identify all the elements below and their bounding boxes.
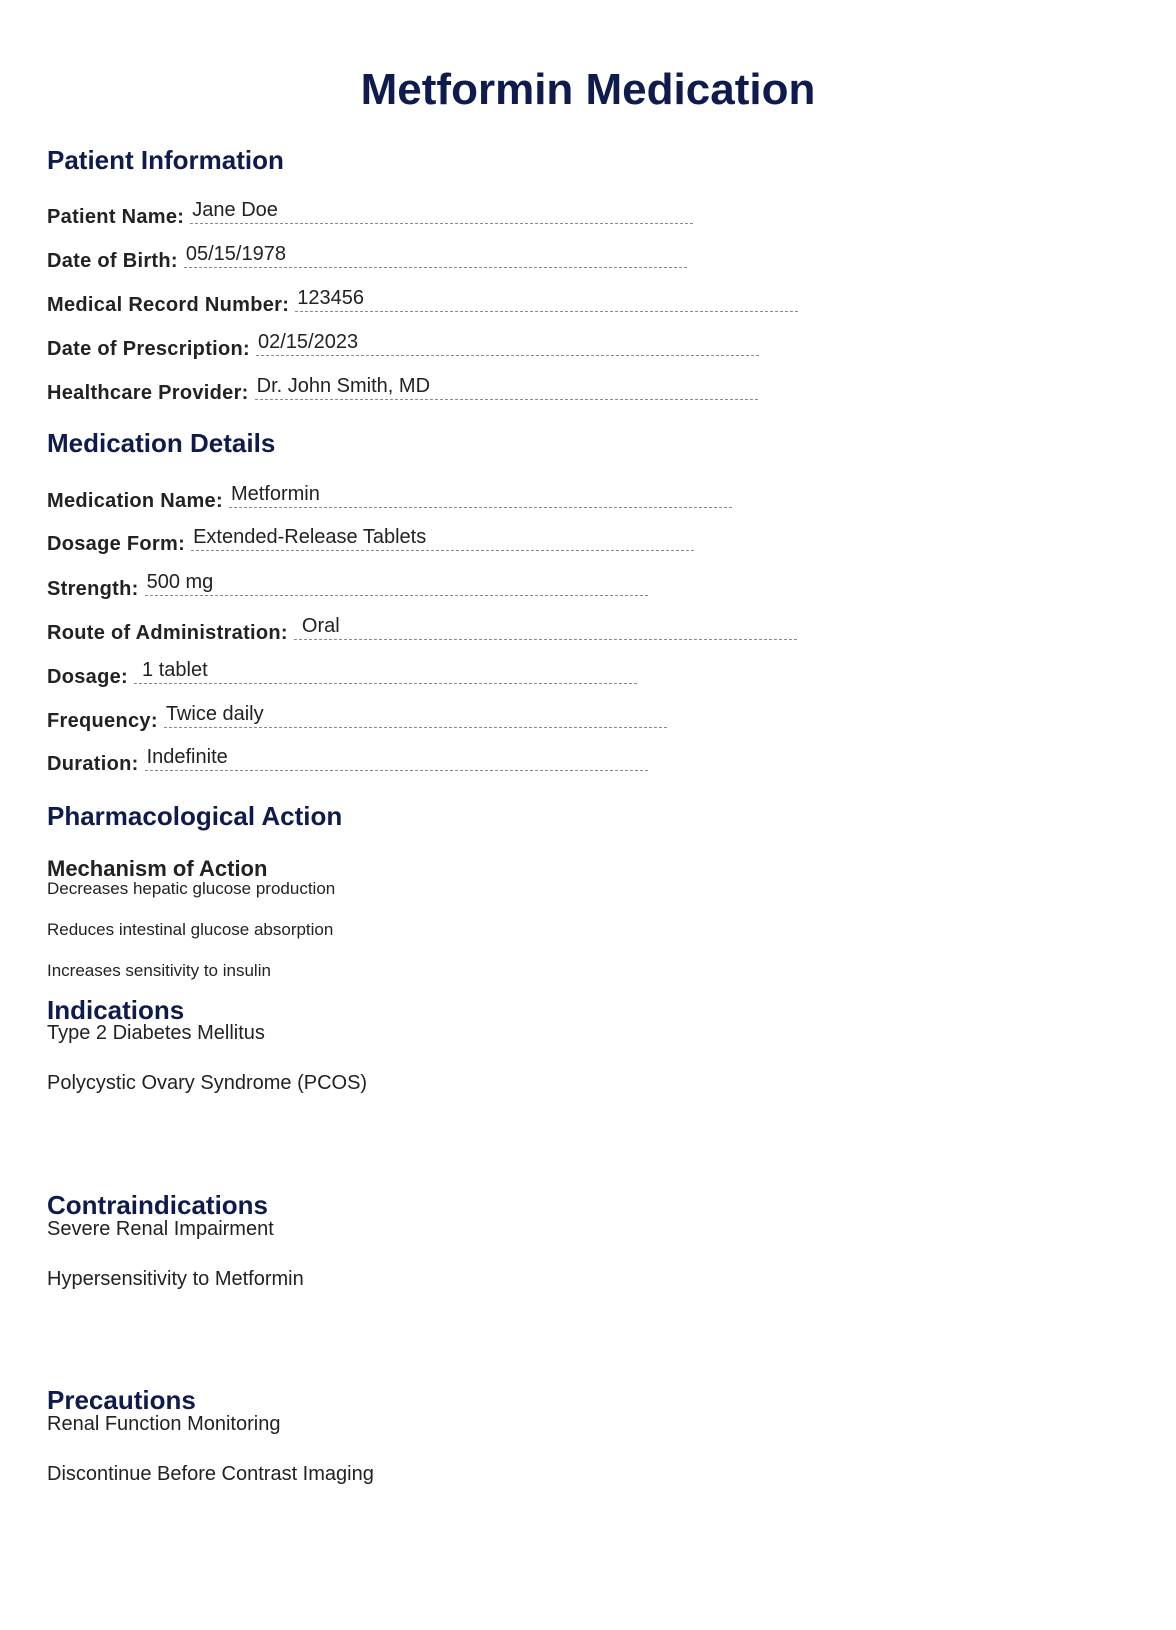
- field-input[interactable]: [229, 479, 732, 508]
- field-label: Dosage Form:: [47, 533, 186, 555]
- field-medical-record-number: [47, 284, 798, 316]
- field-input[interactable]: [294, 611, 797, 640]
- field-input[interactable]: [295, 283, 798, 312]
- indication-item: Type 2 Diabetes Mellitus: [47, 1022, 265, 1044]
- field-duration: [47, 743, 648, 775]
- field-value: 500 mg: [146, 571, 214, 593]
- contraindication-item: Severe Renal Impairment: [47, 1218, 274, 1240]
- indication-item: Polycystic Ovary Syndrome (PCOS): [47, 1072, 368, 1094]
- document-title: Metformin Medication: [360, 65, 816, 114]
- field-dosage: [47, 656, 637, 688]
- field-value: Indefinite: [146, 746, 228, 768]
- field-date-of-birth: [47, 240, 687, 272]
- field-label: Medication Name:: [47, 490, 223, 512]
- field-label: Date of Prescription:: [47, 338, 250, 360]
- field-label: Dosage:: [47, 666, 129, 688]
- subheading-indications: Indications: [47, 995, 185, 1025]
- field-value: Extended-Release Tablets: [193, 526, 427, 548]
- subheading-mechanism-of-action: Mechanism of Action: [47, 856, 268, 881]
- field-label: Medical Record Number:: [47, 294, 290, 316]
- field-input[interactable]: [145, 742, 648, 771]
- field-route-of-administration: [47, 612, 797, 644]
- field-input[interactable]: [164, 699, 667, 728]
- field-value: Jane Doe: [192, 199, 278, 221]
- field-value: Dr. John Smith, MD: [256, 375, 431, 397]
- precaution-item: Renal Function Monitoring: [47, 1413, 281, 1435]
- field-input[interactable]: [256, 327, 759, 356]
- mechanism-item: Decreases hepatic glucose production: [47, 879, 336, 898]
- field-date-of-prescription: [47, 328, 759, 360]
- field-label: Strength:: [47, 578, 139, 600]
- section-heading-patient-information: Patient Information: [47, 145, 284, 175]
- field-input[interactable]: [191, 522, 694, 551]
- subheading-contraindications: Contraindications: [47, 1190, 269, 1220]
- field-label: Date of Birth:: [47, 250, 178, 272]
- field-frequency: [47, 700, 667, 732]
- field-patient-name: [47, 196, 693, 228]
- precaution-item: Discontinue Before Contrast Imaging: [47, 1463, 374, 1485]
- field-label: Patient Name:: [47, 206, 185, 228]
- field-value: 05/15/1978: [185, 243, 286, 265]
- field-input[interactable]: [134, 655, 637, 684]
- field-input[interactable]: [255, 371, 758, 400]
- field-value: 1 tablet: [142, 659, 208, 681]
- section-heading-pharmacological-action: Pharmacological Action: [47, 801, 343, 831]
- field-input[interactable]: [145, 567, 648, 596]
- field-medication-name: [47, 480, 732, 512]
- field-value: Twice daily: [165, 703, 264, 725]
- field-value: Oral: [301, 615, 340, 637]
- field-value: Metformin: [230, 483, 320, 505]
- mechanism-item: Increases sensitivity to insulin: [47, 961, 271, 980]
- field-healthcare-provider: [47, 372, 758, 404]
- field-label: Frequency:: [47, 710, 158, 732]
- field-dosage-form: [47, 523, 694, 555]
- field-label: Healthcare Provider:: [47, 382, 249, 404]
- field-value: 02/15/2023: [258, 331, 359, 353]
- section-heading-medication-details: Medication Details: [47, 428, 276, 458]
- mechanism-item: Reduces intestinal glucose absorption: [47, 920, 334, 939]
- field-input[interactable]: [184, 239, 687, 268]
- field-label: Duration:: [47, 753, 139, 775]
- field-strength: [47, 568, 648, 600]
- contraindication-item: Hypersensitivity to Metformin: [47, 1268, 304, 1290]
- field-label: Route of Administration:: [47, 622, 288, 644]
- field-value: 123456: [297, 287, 364, 309]
- field-input[interactable]: [190, 195, 693, 224]
- subheading-precautions: Precautions: [47, 1385, 196, 1415]
